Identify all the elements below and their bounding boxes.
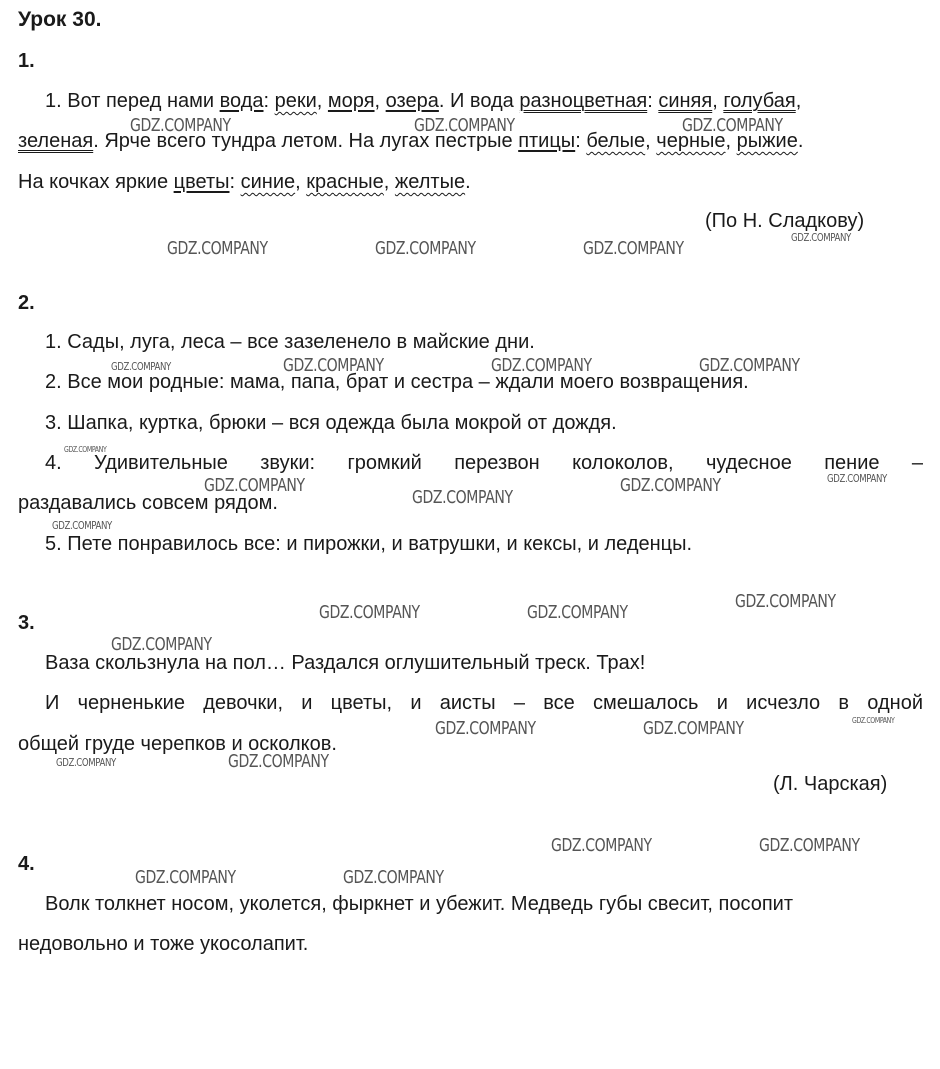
text: 1. Вот перед нами xyxy=(45,90,220,112)
watermark: GDZ.COMPANY xyxy=(56,756,116,769)
watermark: GDZ.COMPANY xyxy=(682,115,783,136)
predicate-word: разноцветная xyxy=(519,90,648,112)
text: , xyxy=(316,90,328,112)
watermark: GDZ.COMPANY xyxy=(852,716,895,725)
watermark: GDZ.COMPANY xyxy=(414,115,515,136)
homogeneous-word: желтые xyxy=(394,171,466,193)
watermark: GDZ.COMPANY xyxy=(791,231,851,244)
text: , xyxy=(725,130,737,152)
s1-author: (По Н. Сладкову) xyxy=(705,210,865,232)
text: , xyxy=(295,171,307,193)
homogeneous-word: синие xyxy=(240,171,296,193)
lesson-title: Урок 30. xyxy=(18,8,102,31)
text: , xyxy=(374,90,386,112)
text: , xyxy=(795,90,802,112)
homogeneous-word: озера xyxy=(385,90,439,112)
watermark: GDZ.COMPANY xyxy=(527,602,628,623)
text: : xyxy=(575,130,587,152)
s1-line-3 xyxy=(18,171,471,194)
section-1-number: 1. xyxy=(18,50,35,72)
s3-line-1: Ваза скользнула на пол… Раздался оглушительный треск. Трах! xyxy=(45,652,646,674)
text: На кочках яркие xyxy=(18,171,174,193)
watermark: GDZ.COMPANY xyxy=(204,475,305,496)
watermark: GDZ.COMPANY xyxy=(643,718,744,739)
s3-line-3: общей груде черепков и осколков. xyxy=(18,733,337,755)
s1-line-1 xyxy=(45,90,801,113)
watermark: GDZ.COMPANY xyxy=(283,355,384,376)
watermark: GDZ.COMPANY xyxy=(435,718,536,739)
text: , xyxy=(712,90,724,112)
section-4-number: 4. xyxy=(18,853,35,875)
homogeneous-word: моря xyxy=(327,90,375,112)
text: . Ярче всего тундра летом. На лугах пестрые xyxy=(93,130,519,152)
text: , xyxy=(645,130,657,152)
subject-word: птицы xyxy=(518,130,576,152)
watermark: GDZ.COMPANY xyxy=(699,355,800,376)
section-2-number: 2. xyxy=(18,292,35,314)
subject-word: цветы xyxy=(173,171,230,193)
text: . xyxy=(465,171,471,193)
watermark: GDZ.COMPANY xyxy=(111,634,212,655)
homogeneous-word: белые xyxy=(586,130,646,152)
watermark: GDZ.COMPANY xyxy=(827,472,887,485)
text: . xyxy=(797,130,804,152)
s4-line-2: недовольно и тоже укосолапит. xyxy=(18,933,309,955)
watermark: GDZ.COMPANY xyxy=(319,602,420,623)
text: : xyxy=(263,90,275,112)
watermark: GDZ.COMPANY xyxy=(735,591,836,612)
watermark: GDZ.COMPANY xyxy=(228,751,329,772)
watermark: GDZ.COMPANY xyxy=(620,475,721,496)
watermark: GDZ.COMPANY xyxy=(412,487,513,508)
s2-line-5: раздавались совсем рядом. xyxy=(18,492,278,514)
s4-line-1: Волк толкнет носом, уколется, фыркнет и убежит. Медведь губы свесит, посопит xyxy=(45,893,794,915)
s2-line-6: 5. Пете понравилось все: и пирожки, и ватрушки, и кексы, и леденцы. xyxy=(45,533,693,555)
watermark: GDZ.COMPANY xyxy=(111,360,171,373)
watermark: GDZ.COMPANY xyxy=(135,867,236,888)
predicate-word: синяя xyxy=(658,90,713,112)
homogeneous-word: красные xyxy=(306,171,384,193)
watermark: GDZ.COMPANY xyxy=(759,835,860,856)
watermark: GDZ.COMPANY xyxy=(375,238,476,259)
text: : xyxy=(647,90,659,112)
watermark: GDZ.COMPANY xyxy=(130,115,231,136)
s3-author: (Л. Чарская) xyxy=(773,773,888,795)
s2-line-3: 3. Шапка, куртка, брюки – вся одежда была мокрой от дождя. xyxy=(45,412,617,434)
text: : xyxy=(229,171,241,193)
s3-line-2: И черненькие девочки, и цветы, и аисты – все смешалось и исчезло в одной xyxy=(45,692,923,714)
watermark: GDZ.COMPANY xyxy=(551,835,652,856)
text: , xyxy=(383,171,395,193)
watermark: GDZ.COMPANY xyxy=(491,355,592,376)
watermark: GDZ.COMPANY xyxy=(52,519,112,532)
predicate-word: зеленая xyxy=(18,130,94,152)
homogeneous-word: черные xyxy=(656,130,726,152)
predicate-word: голубая xyxy=(723,90,796,112)
text: . И вода xyxy=(438,90,520,112)
watermark: GDZ.COMPANY xyxy=(343,867,444,888)
subject-word: вода xyxy=(219,90,264,112)
s2-line-4: 4. Удивительные звуки: громкий перезвон колоколов, чудесное пение – xyxy=(45,452,923,474)
watermark: GDZ.COMPANY xyxy=(64,445,107,454)
watermark: GDZ.COMPANY xyxy=(167,238,268,259)
s2-line-1: 1. Сады, луга, леса – все зазеленело в майские дни. xyxy=(45,331,535,353)
watermark: GDZ.COMPANY xyxy=(583,238,684,259)
s2-line-2: 2. Все мои родные: мама, папа, брат и сестра – ждали моего возвращения. xyxy=(45,371,749,393)
section-3-number: 3. xyxy=(18,612,35,634)
homogeneous-word: рыжие xyxy=(736,130,798,152)
homogeneous-word: реки xyxy=(274,90,317,112)
